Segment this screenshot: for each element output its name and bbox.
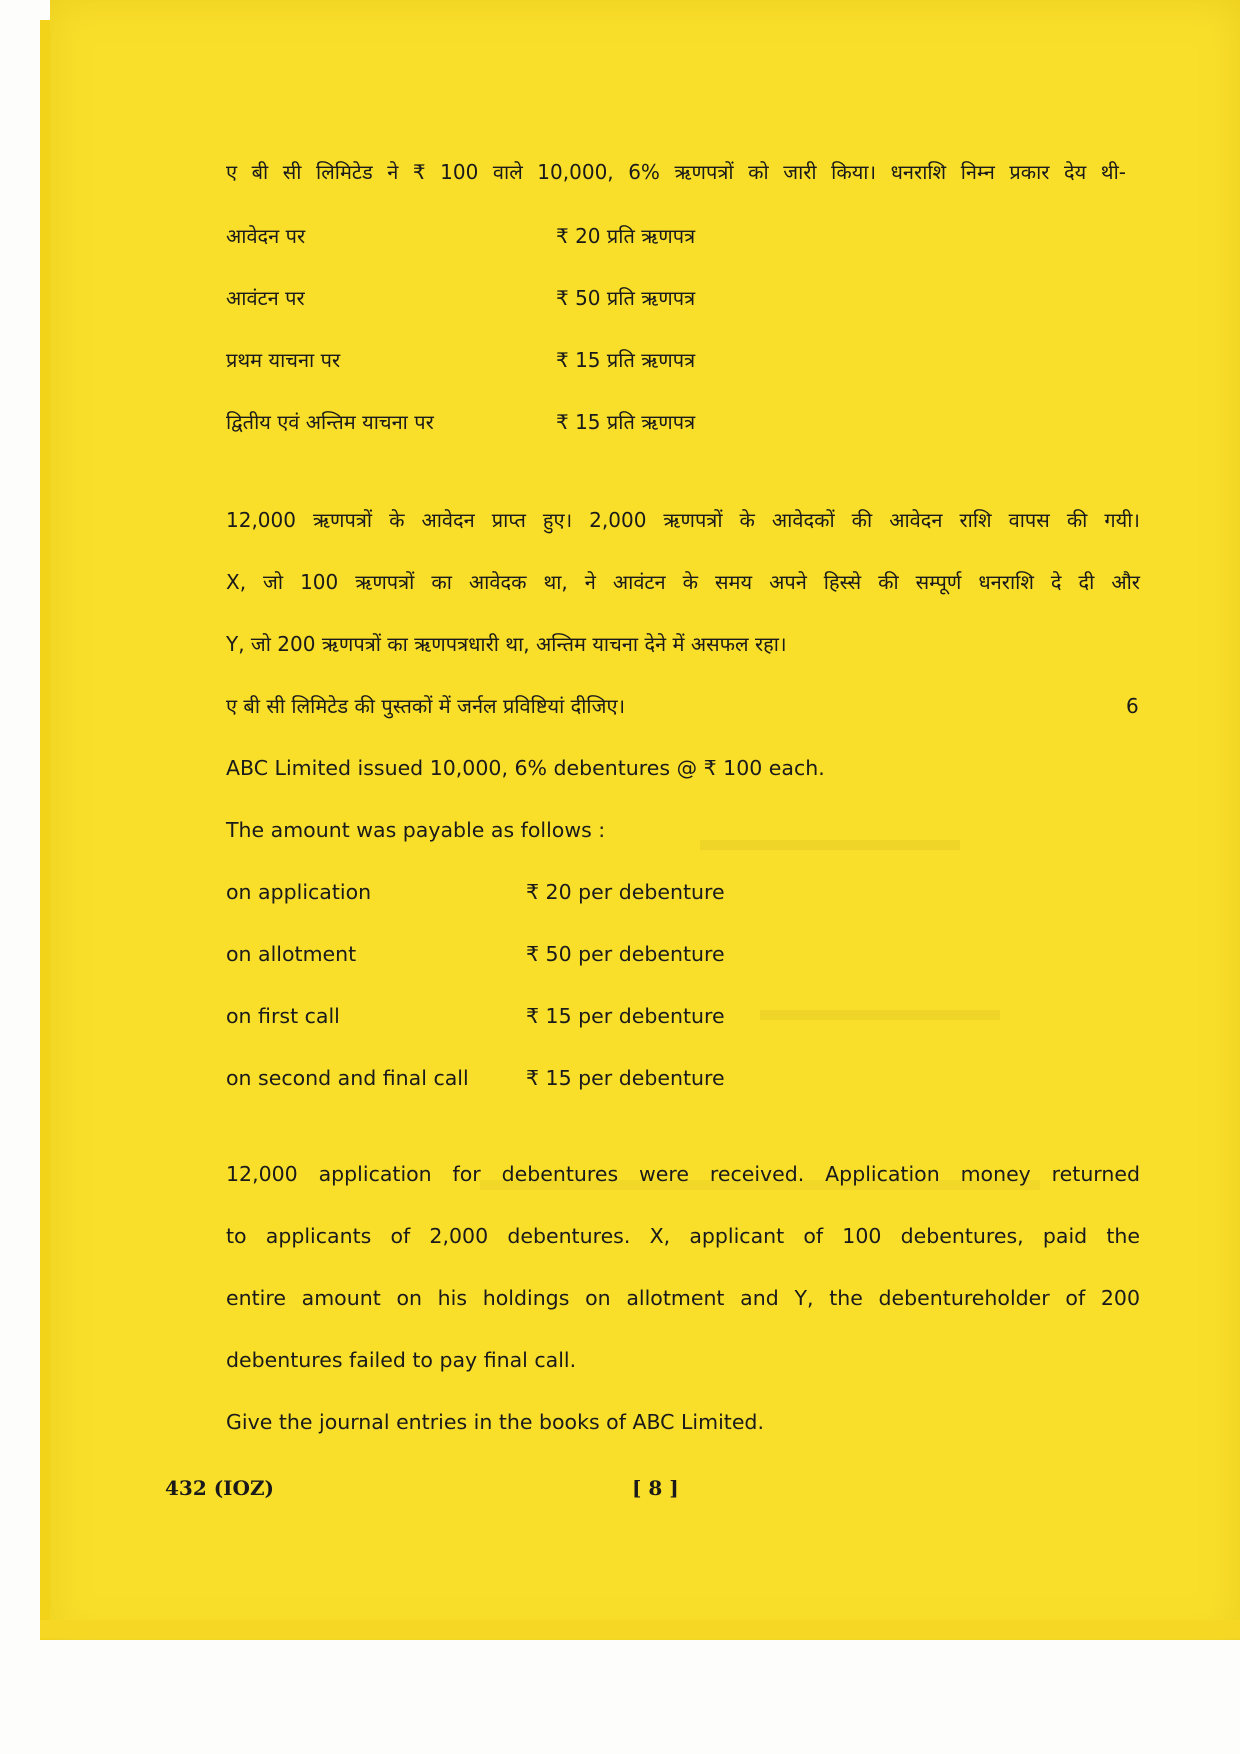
english-schedule-amount: ₹ 15 per debenture: [526, 1004, 725, 1028]
english-schedule-amount: ₹ 20 per debenture: [526, 880, 725, 904]
hindi-paragraph-line: 12,000 ऋणपत्रों के आवेदन प्राप्त हुए। 2,000 ऋणपत्रों के आवेदकों की आवेदन राशि वापस की गयी।: [226, 508, 1140, 532]
hindi-schedule-amount: ₹ 15 प्रति ऋणपत्र: [556, 348, 696, 372]
english-schedule-label: on second and final call: [226, 1066, 469, 1090]
hindi-schedule-amount: ₹ 20 प्रति ऋणपत्र: [556, 224, 696, 248]
hindi-schedule-label: आवंटन पर: [226, 286, 305, 310]
hindi-instruction: ए बी सी लिमिटेड की पुस्तकों में जर्नल प्रविष्टियां दीजिए।: [226, 694, 626, 718]
english-paragraph-line: 12,000 application for debentures were received. Application money returned: [226, 1162, 1140, 1186]
hindi-intro: ए बी सी लिमिटेड ने ₹ 100 वाले 10,000, 6% ऋणपत्रों को जारी किया। धनराशि निम्न प्रकार देय थी-: [226, 160, 1126, 184]
english-schedule-amount: ₹ 15 per debenture: [526, 1066, 725, 1090]
paper-code: 432 (IOZ): [165, 1476, 275, 1500]
hindi-instruction-row: [226, 692, 1146, 720]
english-intro-2: The amount was payable as follows :: [226, 818, 606, 842]
english-instruction: Give the journal entries in the books of ABC Limited.: [226, 1410, 764, 1434]
sheet-edge-bottom: [40, 1620, 1240, 1638]
english-schedule-label: on application: [226, 880, 372, 904]
english-paragraph-line: to applicants of 2,000 debentures. X, applicant of 100 debentures, paid the: [226, 1224, 1140, 1248]
english-intro-1: ABC Limited issued 10,000, 6% debentures @ ₹ 100 each.: [226, 756, 825, 780]
english-schedule-amount: ₹ 50 per debenture: [526, 942, 725, 966]
hindi-schedule-label: आवेदन पर: [226, 224, 306, 248]
english-paragraph-line: debentures failed to pay final call.: [226, 1348, 577, 1372]
hindi-schedule-amount: ₹ 15 प्रति ऋणपत्र: [556, 410, 696, 434]
english-schedule-label: on first call: [226, 1004, 340, 1028]
hindi-paragraph-line: X, जो 100 ऋणपत्रों का आवेदक था, ने आवंटन के समय अपने हिस्से की सम्पूर्ण धनराशि दे दी और: [226, 570, 1140, 594]
hindi-schedule-label: प्रथम याचना पर: [226, 348, 341, 372]
marks-value: 6: [1126, 694, 1139, 718]
hindi-schedule-label: द्वितीय एवं अन्तिम याचना पर: [226, 410, 434, 434]
english-schedule-label: on allotment: [226, 942, 357, 966]
hindi-schedule-amount: ₹ 50 प्रति ऋणपत्र: [556, 286, 696, 310]
page-number: [ 8 ]: [632, 1476, 679, 1500]
english-paragraph-line: entire amount on his holdings on allotment and Y, the debentureholder of 200: [226, 1286, 1140, 1310]
hindi-paragraph-line: Y, जो 200 ऋणपत्रों का ऋणपत्रधारी था, अन्तिम याचना देने में असफल रहा।: [226, 632, 787, 656]
